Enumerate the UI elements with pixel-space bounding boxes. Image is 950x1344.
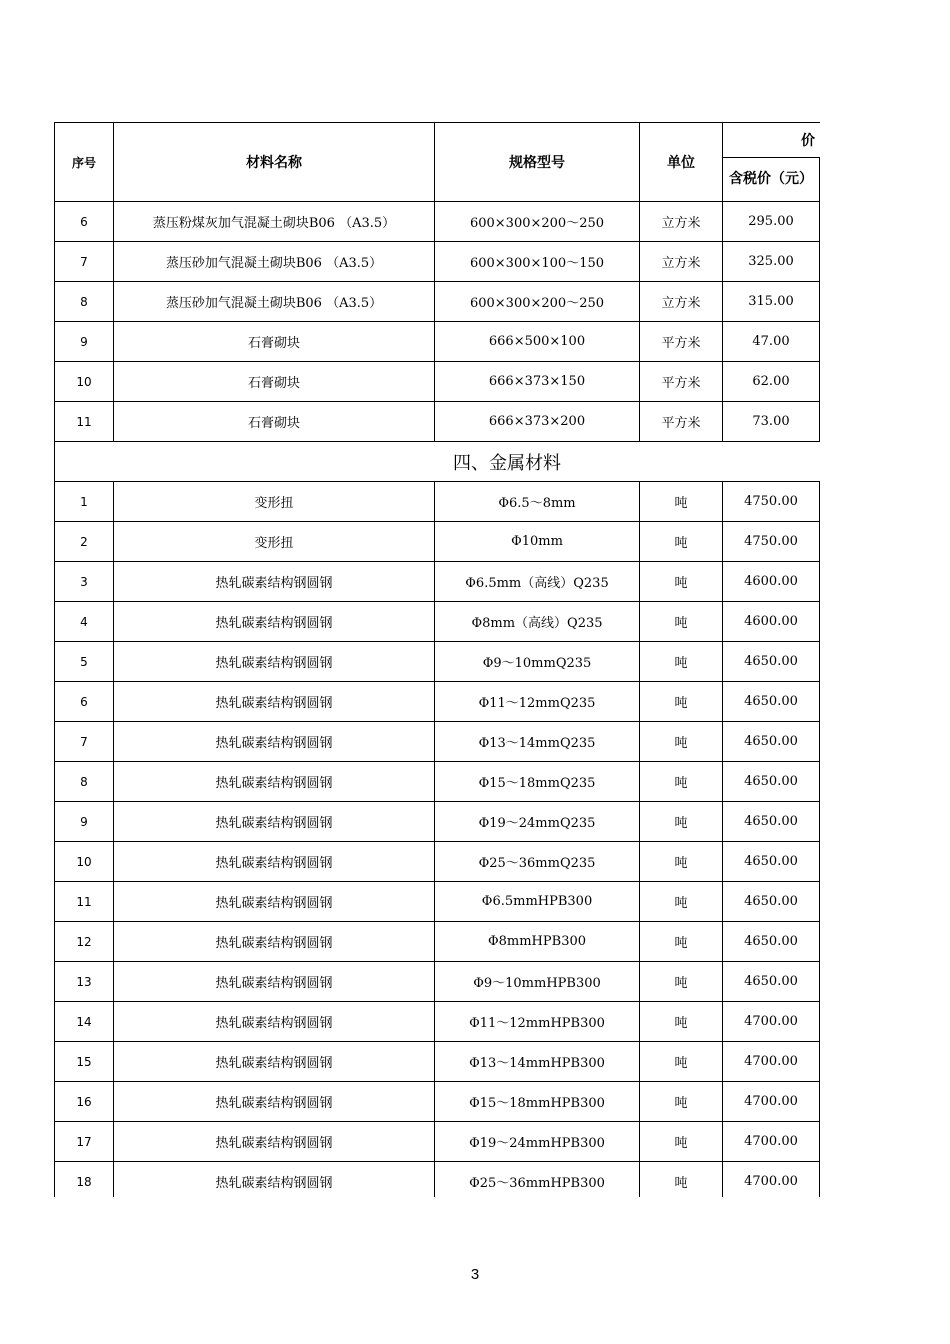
row-unit: 吨 [640, 962, 723, 1002]
row-material-name: 热轧碳素结构钢圆钢 [114, 722, 435, 762]
row-spec: Φ8mm（高线）Q235 [435, 602, 640, 642]
row-tax-price: 73.00 [723, 402, 820, 442]
row-tax-price: 4700.00 [723, 1042, 820, 1082]
row-no: 8 [55, 282, 114, 322]
row-price-extra [820, 362, 821, 402]
row-spec: Φ19～24mmQ235 [435, 802, 640, 842]
row-unit: 立方米 [640, 242, 723, 282]
row-material-name: 热轧碳素结构钢圆钢 [114, 602, 435, 642]
row-material-name: 热轧碳素结构钢圆钢 [114, 682, 435, 722]
row-tax-price: 4650.00 [723, 962, 820, 1002]
row-unit: 吨 [640, 882, 723, 922]
row-spec: Φ13～14mmQ235 [435, 722, 640, 762]
table-row [55, 642, 821, 682]
row-spec: 666×373×200 [435, 402, 640, 442]
row-unit: 吨 [640, 1042, 723, 1082]
row-material-name: 热轧碳素结构钢圆钢 [114, 1042, 435, 1082]
row-material-name: 热轧碳素结构钢圆钢 [114, 1162, 435, 1198]
row-material-name: 热轧碳素结构钢圆钢 [114, 1002, 435, 1042]
row-tax-price: 4650.00 [723, 642, 820, 682]
row-spec: 600×300×200～250 [435, 202, 640, 242]
row-material-name: 石膏砌块 [114, 322, 435, 362]
row-spec: Φ6.5mm（高线）Q235 [435, 562, 640, 602]
row-no: 6 [55, 202, 114, 242]
row-no: 16 [55, 1082, 114, 1122]
row-spec: Φ25～36mmHPB300 [435, 1162, 640, 1198]
row-price-extra [820, 1162, 821, 1198]
row-price-extra [820, 922, 821, 962]
row-tax-price: 4700.00 [723, 1002, 820, 1042]
row-spec: 600×300×100～150 [435, 242, 640, 282]
row-no: 10 [55, 362, 114, 402]
row-price-extra [820, 1082, 821, 1122]
price-table [54, 122, 820, 1197]
row-material-name: 热轧碳素结构钢圆钢 [114, 1122, 435, 1162]
row-tax-price: 4750.00 [723, 482, 820, 522]
row-tax-price: 4600.00 [723, 562, 820, 602]
row-material-name: 热轧碳素结构钢圆钢 [114, 842, 435, 882]
table-row [55, 1082, 821, 1122]
section-title: 四、金属材料 [55, 442, 821, 482]
row-tax-price: 4650.00 [723, 682, 820, 722]
row-spec: Φ19～24mmHPB300 [435, 1122, 640, 1162]
price-table-wrapper [54, 122, 820, 1197]
row-spec: Φ13～14mmHPB300 [435, 1042, 640, 1082]
row-unit: 立方米 [640, 202, 723, 242]
table-row [55, 362, 821, 402]
row-unit: 立方米 [640, 282, 723, 322]
row-price-extra [820, 1002, 821, 1042]
row-price-extra [820, 522, 821, 562]
row-unit: 吨 [640, 722, 723, 762]
row-spec: Φ8mmHPB300 [435, 922, 640, 962]
row-no: 3 [55, 562, 114, 602]
row-material-name: 热轧碳素结构钢圆钢 [114, 882, 435, 922]
row-tax-price: 325.00 [723, 242, 820, 282]
table-row [55, 762, 821, 802]
row-unit: 平方米 [640, 402, 723, 442]
row-price-extra [820, 602, 821, 642]
row-price-extra [820, 482, 821, 522]
row-unit: 吨 [640, 522, 723, 562]
table-row [55, 282, 821, 322]
row-unit: 吨 [640, 602, 723, 642]
row-no: 18 [55, 1162, 114, 1198]
page-number: 3 [470, 1266, 480, 1283]
row-unit: 吨 [640, 642, 723, 682]
price-table-body [55, 123, 821, 1198]
table-row [55, 922, 821, 962]
table-row [55, 602, 821, 642]
header-name: 材料名称 [114, 123, 435, 202]
table-row [55, 1002, 821, 1042]
table-row [55, 722, 821, 762]
row-no: 1 [55, 482, 114, 522]
row-material-name: 变形扭 [114, 522, 435, 562]
row-unit: 吨 [640, 1162, 723, 1198]
row-tax-price: 4650.00 [723, 842, 820, 882]
row-spec: Φ25～36mmQ235 [435, 842, 640, 882]
row-material-name: 蒸压砂加气混凝土砌块B06 （A3.5） [114, 242, 435, 282]
row-unit: 吨 [640, 1122, 723, 1162]
row-unit: 吨 [640, 842, 723, 882]
row-unit: 吨 [640, 922, 723, 962]
row-tax-price: 4600.00 [723, 602, 820, 642]
row-price-extra [820, 402, 821, 442]
row-tax-price: 4650.00 [723, 922, 820, 962]
row-no: 2 [55, 522, 114, 562]
row-spec: Φ6.5mmHPB300 [435, 882, 640, 922]
row-material-name: 蒸压粉煤灰加气混凝土砌块B06 （A3.5） [114, 202, 435, 242]
table-row [55, 482, 821, 522]
row-material-name: 热轧碳素结构钢圆钢 [114, 1082, 435, 1122]
header-no: 序号 [55, 123, 114, 202]
row-tax-price: 315.00 [723, 282, 820, 322]
table-row [55, 402, 821, 442]
table-row [55, 202, 821, 242]
row-price-extra [820, 642, 821, 682]
row-material-name: 热轧碳素结构钢圆钢 [114, 762, 435, 802]
row-no: 17 [55, 1122, 114, 1162]
row-spec: Φ6.5～8mm [435, 482, 640, 522]
row-unit: 吨 [640, 562, 723, 602]
table-row [55, 1162, 821, 1198]
row-tax-price: 4700.00 [723, 1162, 820, 1198]
row-tax-price: 4700.00 [723, 1122, 820, 1162]
row-unit: 吨 [640, 682, 723, 722]
row-unit: 吨 [640, 482, 723, 522]
row-no: 14 [55, 1002, 114, 1042]
table-row [55, 242, 821, 282]
row-price-extra [820, 962, 821, 1002]
row-tax-price: 4650.00 [723, 722, 820, 762]
row-price-extra [820, 202, 821, 242]
header-price-group: 价 [723, 123, 821, 158]
table-row [55, 562, 821, 602]
row-no: 12 [55, 922, 114, 962]
row-no: 11 [55, 882, 114, 922]
row-tax-price: 4750.00 [723, 522, 820, 562]
row-price-extra [820, 842, 821, 882]
row-material-name: 石膏砌块 [114, 362, 435, 402]
row-price-extra [820, 1042, 821, 1082]
row-no: 11 [55, 402, 114, 442]
row-price-extra [820, 242, 821, 282]
row-no: 7 [55, 722, 114, 762]
row-price-extra [820, 322, 821, 362]
row-unit: 平方米 [640, 322, 723, 362]
row-no: 15 [55, 1042, 114, 1082]
header-price-extra [820, 158, 821, 202]
row-price-extra [820, 1122, 821, 1162]
row-material-name: 蒸压砂加气混凝土砌块B06 （A3.5） [114, 282, 435, 322]
section-row [55, 442, 821, 482]
row-spec: 666×373×150 [435, 362, 640, 402]
row-unit: 吨 [640, 762, 723, 802]
row-price-extra [820, 882, 821, 922]
row-spec: 600×300×200～250 [435, 282, 640, 322]
row-unit: 吨 [640, 802, 723, 842]
table-row [55, 682, 821, 722]
row-no: 10 [55, 842, 114, 882]
row-unit: 平方米 [640, 362, 723, 402]
table-row [55, 882, 821, 922]
row-spec: Φ15～18mmHPB300 [435, 1082, 640, 1122]
row-tax-price: 4650.00 [723, 802, 820, 842]
row-price-extra [820, 802, 821, 842]
row-no: 9 [55, 322, 114, 362]
row-material-name: 变形扭 [114, 482, 435, 522]
table-row [55, 1122, 821, 1162]
header-spec: 规格型号 [435, 123, 640, 202]
row-price-extra [820, 282, 821, 322]
table-row [55, 802, 821, 842]
row-tax-price: 4650.00 [723, 762, 820, 802]
row-spec: Φ15～18mmQ235 [435, 762, 640, 802]
header-unit: 单位 [640, 123, 723, 202]
row-tax-price: 62.00 [723, 362, 820, 402]
table-row [55, 322, 821, 362]
row-material-name: 热轧碳素结构钢圆钢 [114, 922, 435, 962]
row-no: 7 [55, 242, 114, 282]
row-tax-price: 4700.00 [723, 1082, 820, 1122]
row-price-extra [820, 762, 821, 802]
row-tax-price: 4650.00 [723, 882, 820, 922]
table-row [55, 522, 821, 562]
row-no: 9 [55, 802, 114, 842]
row-material-name: 热轧碳素结构钢圆钢 [114, 642, 435, 682]
header-tax-price: 含税价（元） [723, 158, 820, 202]
header-row [55, 123, 821, 158]
row-price-extra [820, 562, 821, 602]
row-spec: Φ11～12mmHPB300 [435, 1002, 640, 1042]
row-price-extra [820, 682, 821, 722]
row-no: 4 [55, 602, 114, 642]
table-row [55, 1042, 821, 1082]
row-spec: 666×500×100 [435, 322, 640, 362]
row-unit: 吨 [640, 1002, 723, 1042]
row-spec: Φ10mm [435, 522, 640, 562]
row-spec: Φ11～12mmQ235 [435, 682, 640, 722]
row-no: 13 [55, 962, 114, 1002]
table-row [55, 962, 821, 1002]
table-row [55, 842, 821, 882]
row-material-name: 热轧碳素结构钢圆钢 [114, 802, 435, 842]
row-no: 8 [55, 762, 114, 802]
row-no: 6 [55, 682, 114, 722]
row-unit: 吨 [640, 1082, 723, 1122]
row-tax-price: 295.00 [723, 202, 820, 242]
row-price-extra [820, 722, 821, 762]
row-tax-price: 47.00 [723, 322, 820, 362]
row-material-name: 热轧碳素结构钢圆钢 [114, 962, 435, 1002]
row-spec: Φ9～10mmQ235 [435, 642, 640, 682]
row-spec: Φ9～10mmHPB300 [435, 962, 640, 1002]
row-no: 5 [55, 642, 114, 682]
row-material-name: 热轧碳素结构钢圆钢 [114, 562, 435, 602]
row-material-name: 石膏砌块 [114, 402, 435, 442]
